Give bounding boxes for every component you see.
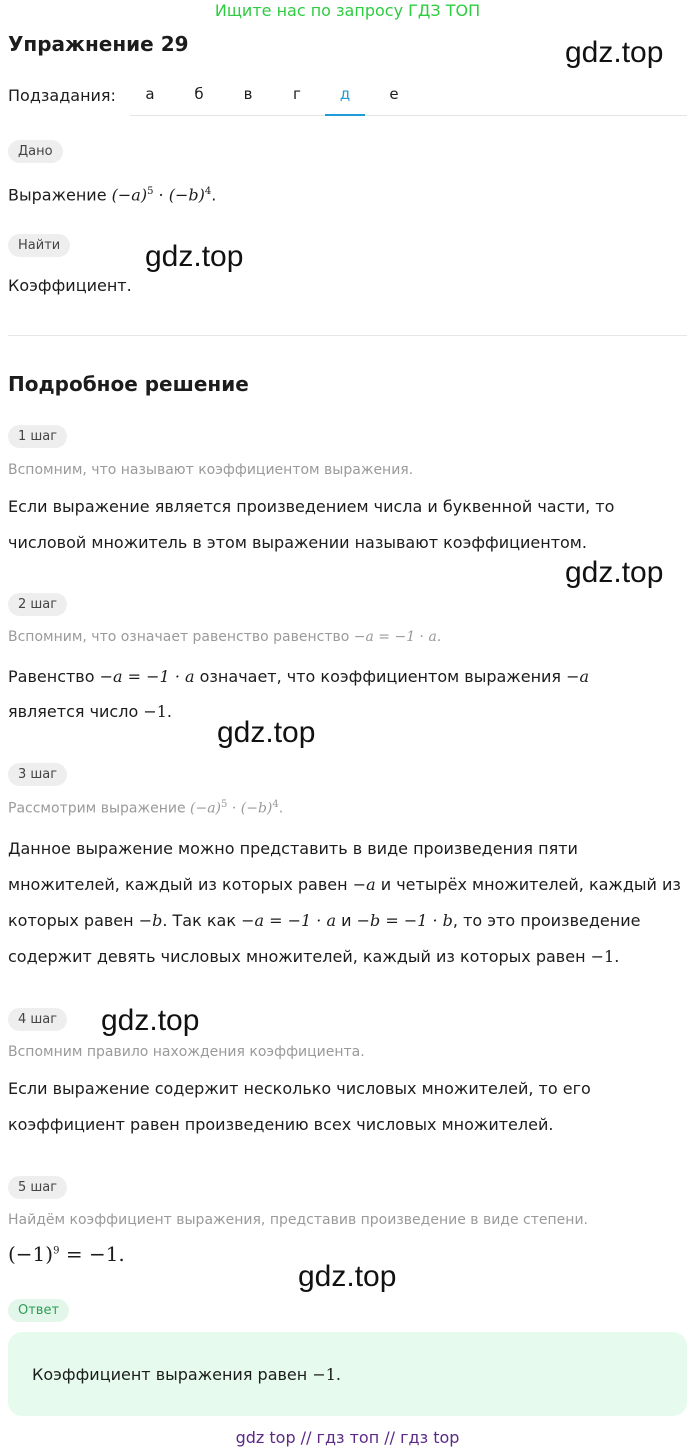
answer-text: Коэффициент выражения равен −1.: [32, 1365, 341, 1384]
find-text: Коэффициент.: [8, 276, 132, 295]
subtasks-label: Подзадания:: [8, 86, 116, 105]
step-hint: Вспомним правило нахождения коэффициента.: [8, 1044, 365, 1060]
step-text: Данное выражение можно представить в виде произведения пяти: [8, 839, 578, 858]
step-badge: 2 шаг: [8, 593, 67, 616]
step-text: является число −1.: [8, 702, 173, 721]
step-badge: 3 шаг: [8, 763, 67, 786]
subtask-tabs: [130, 80, 687, 116]
page-title: Упражнение 29: [8, 32, 189, 56]
step-text: Если выражение содержит несколько числовых множителей, то его: [8, 1079, 591, 1098]
step-text: Если выражение является произведением числа и буквенной части, то: [8, 497, 615, 516]
step-text: множителей, каждый из которых равен −a и четырёх множителей, каждый из: [8, 875, 681, 894]
step-result: $(-1)^9 = -1$.: [8, 1242, 125, 1266]
step-text: Равенство −a = −1 · a означает, что коэффициентом выражения −a: [8, 667, 590, 686]
footer-links[interactable]: gdz top // гдз топ // гдз top: [235, 1428, 460, 1447]
tab-d[interactable]: д: [325, 85, 365, 115]
find-badge: Найти: [8, 234, 70, 257]
search-banner: Ищите нас по запросу ГДЗ ТОП: [214, 1, 481, 20]
given-text: Выражение $(-a)^5 \cdot (-b)^4$.: [8, 185, 217, 205]
watermark: gdz.top: [565, 36, 664, 69]
watermark: gdz.top: [101, 1004, 200, 1037]
watermark: gdz.top: [145, 240, 244, 273]
step-hint: Вспомним, что означает равенство равенство −a = −1 · a.: [8, 629, 442, 645]
watermark: gdz.top: [565, 556, 664, 589]
step-text: коэффициент равен произведению всех числовых множителей.: [8, 1115, 554, 1134]
tab-g[interactable]: г: [293, 85, 301, 103]
step-text: которых равен −b. Так как −a = −1 · a и −b = −1 · b, то это произведение: [8, 911, 641, 930]
tab-v[interactable]: в: [243, 85, 253, 103]
tab-a[interactable]: а: [145, 85, 155, 103]
tab-e[interactable]: е: [389, 85, 399, 103]
step-badge: 5 шаг: [8, 1176, 67, 1199]
step-text: содержит девять числовых множителей, каждый из которых равен −1.: [8, 947, 620, 966]
divider: [8, 335, 687, 336]
step-hint: Найдём коэффициент выражения, представив произведение в виде степени.: [8, 1212, 588, 1228]
watermark: gdz.top: [298, 1260, 397, 1293]
step-badge: 4 шаг: [8, 1008, 67, 1031]
step-text: числовой множитель в этом выражении называют коэффициентом.: [8, 533, 587, 552]
watermark: gdz.top: [217, 716, 316, 749]
answer-badge: Ответ: [8, 1299, 69, 1322]
step-hint: Вспомним, что называют коэффициентом выражения.: [8, 462, 414, 478]
given-badge: Дано: [8, 140, 63, 163]
step-badge: 1 шаг: [8, 425, 67, 448]
tab-b[interactable]: б: [194, 85, 204, 103]
solution-heading: Подробное решение: [8, 372, 249, 396]
step-hint: Рассмотрим выражение $(-a)^5 \cdot (-b)^4$.: [8, 799, 284, 817]
